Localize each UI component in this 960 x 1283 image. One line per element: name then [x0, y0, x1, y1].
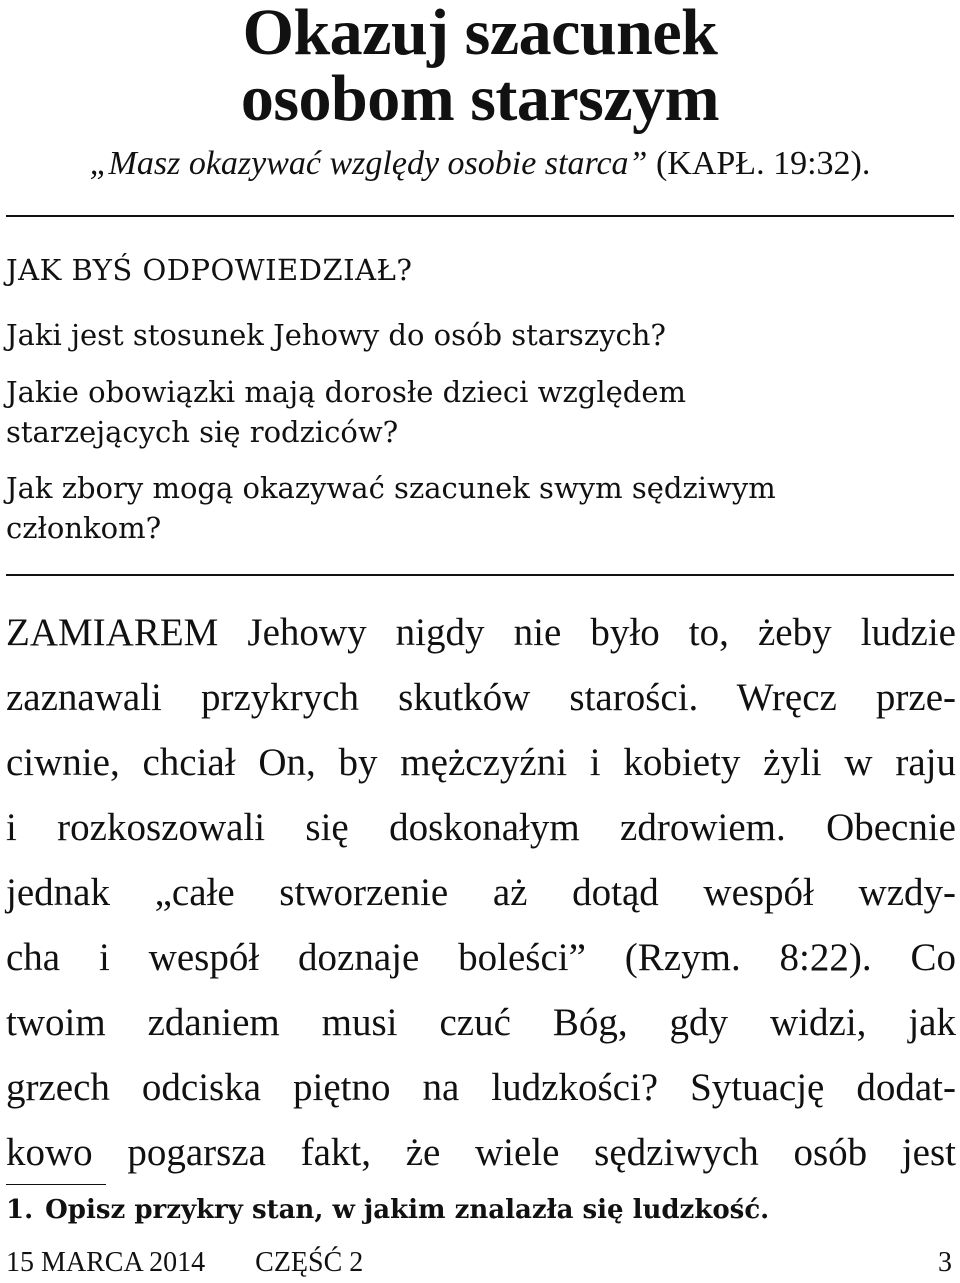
review-question-line: Jakie obowiązki mają dorosłe dzieci względem — [6, 375, 686, 409]
footnote-divider — [6, 1184, 106, 1185]
review-question-line: Jak zbory mogą okazywać szacunek swym sędziwym — [6, 471, 776, 505]
review-question-line: członkom? — [6, 511, 162, 545]
title-line-2: osobom starszym — [240, 62, 720, 135]
study-question — [6, 1192, 769, 1228]
page-footer — [6, 1246, 363, 1280]
paragraph-line: ZAMIAREM Jehowy nigdy nie było to, żeby ludzie — [6, 611, 956, 654]
issue-part: CZĘŚĆ 2 — [255, 1247, 364, 1278]
paragraph-line: grzech odciska piętno na ludzkości? Sytuację dodat- — [6, 1066, 956, 1109]
review-question-line: starzejących się rodziców? — [6, 415, 399, 449]
title-line-1: Okazuj szacunek — [242, 0, 718, 69]
paragraph-1 — [6, 600, 956, 1185]
theme-scripture-quote: „Masz okazywać względy osobie starca” — [89, 145, 648, 182]
issue-date: 15 MARCA 2014 — [6, 1247, 206, 1278]
page-number: 3 — [938, 1247, 952, 1278]
paragraph-line: jednak „całe stworzenie aż dotąd wespół wzdy- — [6, 871, 956, 914]
study-question-number: 1. — [6, 1195, 34, 1225]
section-divider — [6, 574, 954, 576]
paragraph-line: zaznawali przykrych skutków starości. Wręcz prze- — [6, 676, 956, 719]
review-heading: JAK BYŚ ODPOWIEDZIAŁ? — [6, 253, 413, 287]
review-question-2 — [6, 372, 946, 452]
theme-scripture-reference: (KAPŁ. 19:32). — [655, 145, 871, 182]
paragraph-line: cha i wespół doznaje boleści” (Rzym. 8:22). Co — [6, 936, 956, 979]
article-title — [0, 0, 960, 135]
paragraph-line: i rozkoszowali się doskonałym zdrowiem. Obecnie — [6, 806, 956, 849]
review-question-1 — [6, 315, 946, 355]
paragraph-line: ciwnie, chciał On, by mężczyźni i kobiety żyli w raju — [6, 741, 956, 784]
top-divider — [6, 215, 954, 217]
paragraph-line: twoim zdaniem musi czuć Bóg, gdy widzi, jak — [6, 1001, 956, 1044]
theme-scripture — [0, 142, 960, 186]
study-question-text: Opisz przykry stan, w jakim znalazła się ludzkość. — [45, 1195, 770, 1225]
review-question-line: Jaki jest stosunek Jehowy do osób starszych? — [6, 318, 666, 352]
paragraph-line: kowo pogarsza fakt, że wiele sędziwych osób jest — [6, 1131, 956, 1174]
review-question-3 — [6, 468, 946, 548]
